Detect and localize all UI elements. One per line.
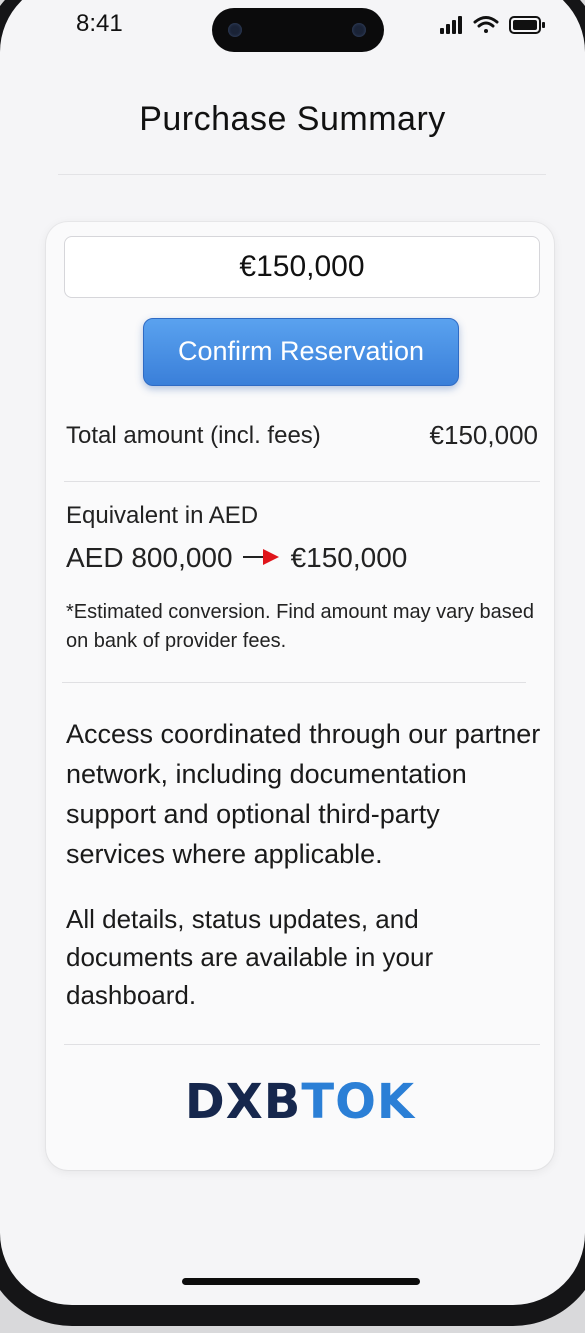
camera-icon — [352, 23, 366, 37]
conversion-to: €150,000 — [290, 542, 408, 573]
divider — [62, 682, 526, 683]
brand-logo — [46, 1074, 554, 1130]
logo-part1: DXB — [184, 1074, 302, 1130]
logo-part2: TOK — [301, 1074, 416, 1130]
sensor-icon — [228, 23, 242, 37]
signal-icon — [440, 16, 462, 34]
amount-input[interactable]: €150,000 — [64, 236, 540, 298]
divider — [64, 1044, 540, 1045]
info-paragraph: Access coordinated through our partner network, including documentation support and optional third-party services where applicable. — [66, 719, 541, 869]
status-icons — [440, 14, 550, 36]
divider — [64, 481, 540, 482]
conversion-row — [66, 542, 407, 574]
confirm-reservation-button[interactable]: Confirm Reservation — [143, 318, 459, 386]
battery-icon — [510, 17, 545, 33]
conversion-from: AED 800,000 — [66, 542, 233, 573]
total-label: Total amount (incl. fees) — [66, 422, 321, 449]
summary-card — [46, 222, 554, 1170]
page-title: Purchase Summary — [139, 100, 446, 138]
home-indicator[interactable] — [182, 1278, 420, 1285]
equivalent-label: Equivalent in AED — [66, 502, 259, 529]
dashboard-paragraph: All details, status updates, and documents are available in your dashboard. — [66, 904, 434, 1010]
dynamic-island — [212, 8, 384, 52]
total-value: €150,000 — [429, 420, 538, 450]
status-time: 8:41 — [76, 10, 123, 37]
wifi-icon — [475, 18, 497, 34]
arrow-right-icon — [243, 542, 281, 574]
conversion-note: *Estimated conversion. Find amount may vary based on bank of provider fees. — [66, 601, 534, 652]
status-bar — [0, 0, 585, 50]
divider — [58, 174, 546, 175]
